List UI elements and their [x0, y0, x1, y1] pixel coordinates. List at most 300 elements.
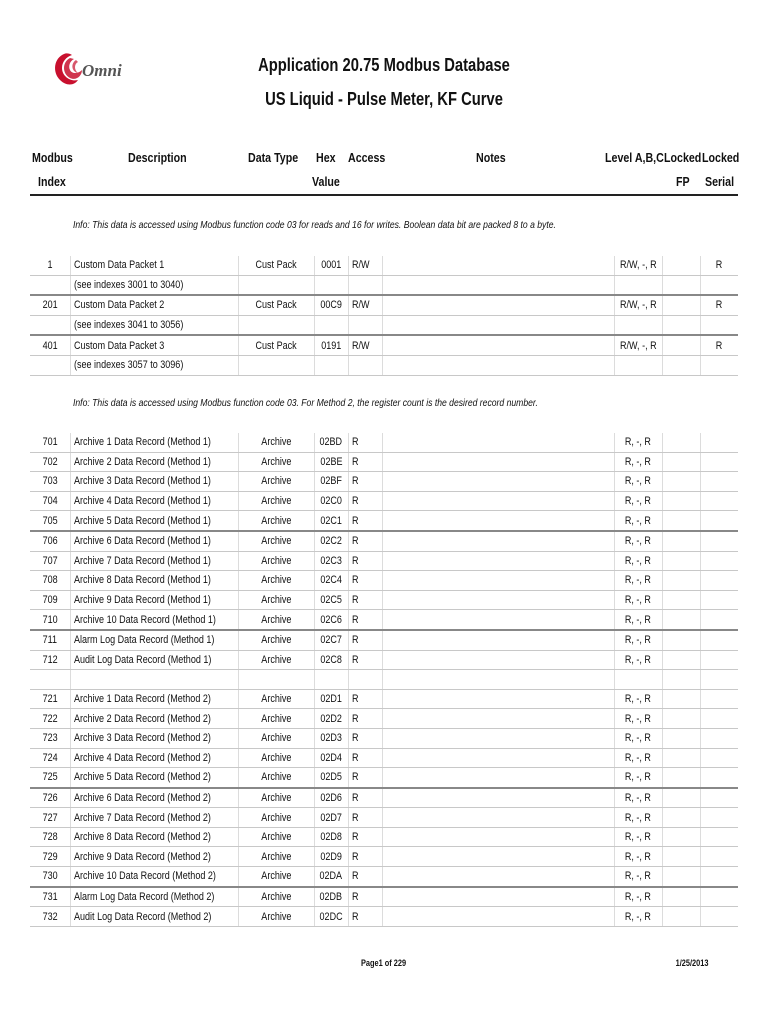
row-access: R/W: [348, 256, 382, 275]
row-hex: 02D5: [314, 768, 348, 788]
row-index: 732: [30, 907, 70, 927]
row-description: Archive 2 Data Record (Method 1): [70, 452, 238, 472]
table-row: [30, 768, 738, 788]
archive-record-table: [30, 433, 738, 927]
row-locked-serial: R: [700, 295, 738, 315]
col-index: Index: [38, 174, 66, 189]
row-notes: [382, 788, 614, 808]
row-access: [348, 670, 382, 690]
row-description: Archive 5 Data Record (Method 1): [70, 511, 238, 531]
row-data-type: Cust Pack: [238, 335, 314, 355]
row-locked-serial: [700, 531, 738, 551]
info-note-2: Info: This data is accessed using Modbus function code 03. For Method 2, the register count is the desired record number.: [73, 397, 538, 409]
row-locked-serial: R: [700, 335, 738, 355]
row-access: R: [348, 531, 382, 551]
row-locked-serial: [700, 571, 738, 591]
row-access: R: [348, 630, 382, 650]
row-notes: [382, 275, 614, 295]
row-data-type: Archive: [238, 689, 314, 709]
row-level: [614, 315, 662, 335]
row-locked-fp: [662, 650, 700, 670]
table-row: [30, 728, 738, 748]
row-access: R: [348, 768, 382, 788]
row-level: R, -, R: [614, 907, 662, 927]
row-access: R: [348, 788, 382, 808]
table-row: [30, 452, 738, 472]
row-locked-serial: [700, 275, 738, 295]
row-locked-serial: [700, 315, 738, 335]
col-serial: Serial: [705, 174, 735, 189]
row-index: 727: [30, 808, 70, 828]
row-level: R/W, -, R: [614, 256, 662, 275]
row-index: 711: [30, 630, 70, 650]
row-notes: [382, 531, 614, 551]
row-notes: [382, 355, 614, 375]
row-data-type: Archive: [238, 531, 314, 551]
row-index: 1: [30, 256, 70, 275]
row-index: [30, 275, 70, 295]
table-row: [30, 295, 738, 315]
row-notes: [382, 670, 614, 690]
row-index: 701: [30, 433, 70, 452]
table-row: [30, 571, 738, 591]
col-access: Access: [348, 150, 386, 165]
row-level: R, -, R: [614, 788, 662, 808]
row-level: R, -, R: [614, 551, 662, 571]
page-number: Page1 of 229: [360, 958, 407, 968]
row-level: R/W, -, R: [614, 335, 662, 355]
table-row: [30, 355, 738, 375]
row-locked-fp: [662, 907, 700, 927]
row-locked-serial: [700, 907, 738, 927]
row-index: 708: [30, 571, 70, 591]
row-level: R, -, R: [614, 827, 662, 847]
row-hex: 02BE: [314, 452, 348, 472]
row-level: R/W, -, R: [614, 295, 662, 315]
row-notes: [382, 748, 614, 768]
row-access: R: [348, 709, 382, 729]
row-locked-serial: [700, 472, 738, 492]
row-level: R, -, R: [614, 630, 662, 650]
table-row: [30, 650, 738, 670]
row-locked-serial: [700, 590, 738, 610]
row-level: [614, 355, 662, 375]
table-row: [30, 709, 738, 729]
footer-date: 1/25/2013: [675, 958, 709, 968]
row-data-type: Archive: [238, 728, 314, 748]
row-level: R, -, R: [614, 511, 662, 531]
row-hex: 00C9: [314, 295, 348, 315]
row-access: R: [348, 610, 382, 630]
row-level: R, -, R: [614, 590, 662, 610]
table-row: [30, 610, 738, 630]
row-hex: 02D8: [314, 827, 348, 847]
row-data-type: Archive: [238, 748, 314, 768]
table-row: [30, 433, 738, 452]
row-access: R/W: [348, 335, 382, 355]
row-locked-fp: [662, 295, 700, 315]
row-data-type: Archive: [238, 808, 314, 828]
row-notes: [382, 452, 614, 472]
row-locked-serial: [700, 887, 738, 907]
row-hex: 02C5: [314, 590, 348, 610]
row-locked-fp: [662, 491, 700, 511]
row-hex: 02C6: [314, 610, 348, 630]
row-data-type: [238, 275, 314, 295]
col-fp: FP: [676, 174, 690, 189]
row-description: Archive 5 Data Record (Method 2): [70, 768, 238, 788]
col-locked-fp: Locked: [664, 150, 702, 165]
row-notes: [382, 295, 614, 315]
row-access: R: [348, 907, 382, 927]
row-locked-fp: [662, 768, 700, 788]
row-notes: [382, 827, 614, 847]
row-locked-serial: [700, 689, 738, 709]
row-hex: 0001: [314, 256, 348, 275]
row-index: 201: [30, 295, 70, 315]
row-access: R: [348, 887, 382, 907]
row-notes: [382, 907, 614, 927]
row-hex: [314, 315, 348, 335]
row-notes: [382, 472, 614, 492]
row-locked-fp: [662, 571, 700, 591]
row-hex: 02BF: [314, 472, 348, 492]
row-index: 702: [30, 452, 70, 472]
row-index: 401: [30, 335, 70, 355]
row-level: R, -, R: [614, 847, 662, 867]
row-description: Alarm Log Data Record (Method 2): [70, 887, 238, 907]
row-index: 730: [30, 867, 70, 887]
row-description: Custom Data Packet 2: [70, 295, 238, 315]
row-index: 704: [30, 491, 70, 511]
row-locked-serial: [700, 867, 738, 887]
row-locked-serial: [700, 610, 738, 630]
row-data-type: Archive: [238, 847, 314, 867]
row-hex: 02D9: [314, 847, 348, 867]
table-row: [30, 275, 738, 295]
row-hex: 02BD: [314, 433, 348, 452]
table-row: [30, 256, 738, 275]
row-index: [30, 315, 70, 335]
table-row: [30, 887, 738, 907]
row-locked-fp: [662, 670, 700, 690]
row-locked-fp: [662, 590, 700, 610]
row-index: 712: [30, 650, 70, 670]
row-locked-serial: [700, 551, 738, 571]
row-access: [348, 275, 382, 295]
row-description: Archive 8 Data Record (Method 1): [70, 571, 238, 591]
row-index: 709: [30, 590, 70, 610]
row-locked-serial: [700, 748, 738, 768]
row-data-type: Archive: [238, 788, 314, 808]
col-value: Value: [312, 174, 340, 189]
row-access: R: [348, 689, 382, 709]
row-data-type: Archive: [238, 590, 314, 610]
row-index: 725: [30, 768, 70, 788]
row-index: 726: [30, 788, 70, 808]
row-description: Archive 2 Data Record (Method 2): [70, 709, 238, 729]
row-access: [348, 315, 382, 335]
row-hex: 02D6: [314, 788, 348, 808]
row-level: R, -, R: [614, 433, 662, 452]
row-description: Archive 1 Data Record (Method 2): [70, 689, 238, 709]
row-hex: 02D2: [314, 709, 348, 729]
row-access: R: [348, 452, 382, 472]
row-notes: [382, 315, 614, 335]
row-access: R: [348, 808, 382, 828]
row-level: R, -, R: [614, 689, 662, 709]
row-index: 724: [30, 748, 70, 768]
row-locked-fp: [662, 511, 700, 531]
row-access: R/W: [348, 295, 382, 315]
row-description: Alarm Log Data Record (Method 1): [70, 630, 238, 650]
table-row: [30, 511, 738, 531]
row-description: (see indexes 3041 to 3056): [70, 315, 238, 335]
row-data-type: Archive: [238, 610, 314, 630]
table-row: [30, 689, 738, 709]
row-locked-fp: [662, 709, 700, 729]
row-locked-fp: [662, 748, 700, 768]
col-notes: Notes: [476, 150, 506, 165]
table-row: [30, 907, 738, 927]
row-locked-fp: [662, 887, 700, 907]
row-data-type: Archive: [238, 551, 314, 571]
row-notes: [382, 728, 614, 748]
row-data-type: Archive: [238, 827, 314, 847]
table-row: [30, 630, 738, 650]
row-access: R: [348, 827, 382, 847]
row-data-type: [238, 670, 314, 690]
row-data-type: Archive: [238, 630, 314, 650]
row-description: Archive 7 Data Record (Method 1): [70, 551, 238, 571]
table-row: [30, 590, 738, 610]
row-index: 710: [30, 610, 70, 630]
table-row: [30, 335, 738, 355]
row-description: Audit Log Data Record (Method 2): [70, 907, 238, 927]
row-description: Archive 4 Data Record (Method 2): [70, 748, 238, 768]
row-locked-fp: [662, 728, 700, 748]
row-index: 703: [30, 472, 70, 492]
row-data-type: Cust Pack: [238, 295, 314, 315]
table-row: [30, 847, 738, 867]
row-level: R, -, R: [614, 728, 662, 748]
row-locked-serial: [700, 728, 738, 748]
row-description: Archive 9 Data Record (Method 2): [70, 847, 238, 867]
row-access: R: [348, 590, 382, 610]
table-row: [30, 551, 738, 571]
row-access: R: [348, 433, 382, 452]
col-modbus: Modbus: [32, 150, 73, 165]
row-locked-serial: [700, 709, 738, 729]
table-row: [30, 748, 738, 768]
row-hex: 02DB: [314, 887, 348, 907]
row-data-type: Archive: [238, 452, 314, 472]
row-level: R, -, R: [614, 491, 662, 511]
row-level: R, -, R: [614, 452, 662, 472]
row-description: [70, 670, 238, 690]
row-locked-serial: [700, 808, 738, 828]
table-row: [30, 315, 738, 335]
row-notes: [382, 887, 614, 907]
row-index: 706: [30, 531, 70, 551]
row-locked-serial: [700, 847, 738, 867]
row-data-type: Archive: [238, 491, 314, 511]
col-data-type: Data Type: [248, 150, 299, 165]
table-row: [30, 491, 738, 511]
row-locked-fp: [662, 630, 700, 650]
row-locked-serial: [700, 355, 738, 375]
table-row: [30, 472, 738, 492]
row-index: 728: [30, 827, 70, 847]
row-locked-fp: [662, 275, 700, 295]
row-description: Archive 6 Data Record (Method 2): [70, 788, 238, 808]
table-row: [30, 531, 738, 551]
col-hex: Hex: [316, 150, 336, 165]
row-locked-fp: [662, 867, 700, 887]
row-notes: [382, 650, 614, 670]
row-locked-fp: [662, 315, 700, 335]
row-access: R: [348, 650, 382, 670]
row-level: R, -, R: [614, 472, 662, 492]
row-access: R: [348, 472, 382, 492]
row-index: 705: [30, 511, 70, 531]
row-description: Archive 9 Data Record (Method 1): [70, 590, 238, 610]
row-hex: 0191: [314, 335, 348, 355]
row-hex: [314, 355, 348, 375]
row-level: R, -, R: [614, 768, 662, 788]
row-hex: 02D4: [314, 748, 348, 768]
row-hex: 02C2: [314, 531, 348, 551]
row-locked-serial: R: [700, 256, 738, 275]
row-data-type: Cust Pack: [238, 256, 314, 275]
col-description: Description: [128, 150, 187, 165]
row-notes: [382, 847, 614, 867]
row-hex: 02C8: [314, 650, 348, 670]
row-hex: [314, 275, 348, 295]
row-notes: [382, 511, 614, 531]
row-description: Archive 10 Data Record (Method 2): [70, 867, 238, 887]
row-locked-serial: [700, 630, 738, 650]
row-description: Custom Data Packet 1: [70, 256, 238, 275]
row-notes: [382, 867, 614, 887]
row-locked-serial: [700, 788, 738, 808]
table-row: [30, 670, 738, 690]
row-index: 722: [30, 709, 70, 729]
row-locked-fp: [662, 610, 700, 630]
row-data-type: Archive: [238, 709, 314, 729]
row-notes: [382, 630, 614, 650]
row-hex: 02D3: [314, 728, 348, 748]
row-notes: [382, 256, 614, 275]
row-hex: [314, 670, 348, 690]
row-access: R: [348, 551, 382, 571]
row-level: R, -, R: [614, 887, 662, 907]
row-level: R, -, R: [614, 650, 662, 670]
row-notes: [382, 590, 614, 610]
row-locked-serial: [700, 827, 738, 847]
row-hex: 02C3: [314, 551, 348, 571]
page-title: Application 20.75 Modbus Database: [258, 55, 510, 75]
row-access: R: [348, 867, 382, 887]
row-locked-fp: [662, 827, 700, 847]
row-locked-fp: [662, 689, 700, 709]
row-notes: [382, 335, 614, 355]
row-data-type: [238, 315, 314, 335]
row-locked-serial: [700, 433, 738, 452]
table-row: [30, 867, 738, 887]
page-subtitle: US Liquid - Pulse Meter, KF Curve: [265, 89, 503, 109]
row-level: R, -, R: [614, 867, 662, 887]
row-locked-fp: [662, 355, 700, 375]
row-index: 723: [30, 728, 70, 748]
row-locked-serial: [700, 768, 738, 788]
row-notes: [382, 808, 614, 828]
row-access: R: [348, 511, 382, 531]
row-level: [614, 670, 662, 690]
row-locked-fp: [662, 788, 700, 808]
row-locked-fp: [662, 847, 700, 867]
row-description: Archive 10 Data Record (Method 1): [70, 610, 238, 630]
row-locked-fp: [662, 433, 700, 452]
table-row: [30, 808, 738, 828]
row-data-type: Archive: [238, 571, 314, 591]
row-notes: [382, 610, 614, 630]
row-hex: 02C0: [314, 491, 348, 511]
row-hex: 02C4: [314, 571, 348, 591]
custom-packet-table: [30, 256, 738, 376]
row-locked-serial: [700, 452, 738, 472]
row-locked-fp: [662, 472, 700, 492]
row-data-type: Archive: [238, 433, 314, 452]
row-index: [30, 355, 70, 375]
row-hex: 02D1: [314, 689, 348, 709]
table-row: [30, 827, 738, 847]
row-access: R: [348, 571, 382, 591]
row-data-type: [238, 355, 314, 375]
row-data-type: Archive: [238, 650, 314, 670]
row-description: Archive 3 Data Record (Method 1): [70, 472, 238, 492]
table-row: [30, 788, 738, 808]
row-index: 731: [30, 887, 70, 907]
row-description: Archive 1 Data Record (Method 1): [70, 433, 238, 452]
row-data-type: Archive: [238, 907, 314, 927]
row-description: (see indexes 3001 to 3040): [70, 275, 238, 295]
row-data-type: Archive: [238, 768, 314, 788]
row-notes: [382, 768, 614, 788]
row-notes: [382, 689, 614, 709]
column-header: [30, 150, 738, 196]
row-notes: [382, 433, 614, 452]
row-hex: 02D7: [314, 808, 348, 828]
row-description: Archive 6 Data Record (Method 1): [70, 531, 238, 551]
row-level: R, -, R: [614, 610, 662, 630]
row-index: 707: [30, 551, 70, 571]
row-data-type: Archive: [238, 887, 314, 907]
row-index: [30, 670, 70, 690]
row-locked-fp: [662, 531, 700, 551]
info-note-1: Info: This data is accessed using Modbus function code 03 for reads and 16 for writes. Boolean data bit are packed 8 to a byte.: [73, 219, 556, 231]
row-locked-fp: [662, 335, 700, 355]
row-description: Archive 3 Data Record (Method 2): [70, 728, 238, 748]
row-data-type: Archive: [238, 511, 314, 531]
row-locked-serial: [700, 650, 738, 670]
row-notes: [382, 551, 614, 571]
row-description: Audit Log Data Record (Method 1): [70, 650, 238, 670]
row-description: Archive 4 Data Record (Method 1): [70, 491, 238, 511]
col-locked-serial: Locked: [702, 150, 740, 165]
row-access: [348, 355, 382, 375]
row-level: R, -, R: [614, 531, 662, 551]
